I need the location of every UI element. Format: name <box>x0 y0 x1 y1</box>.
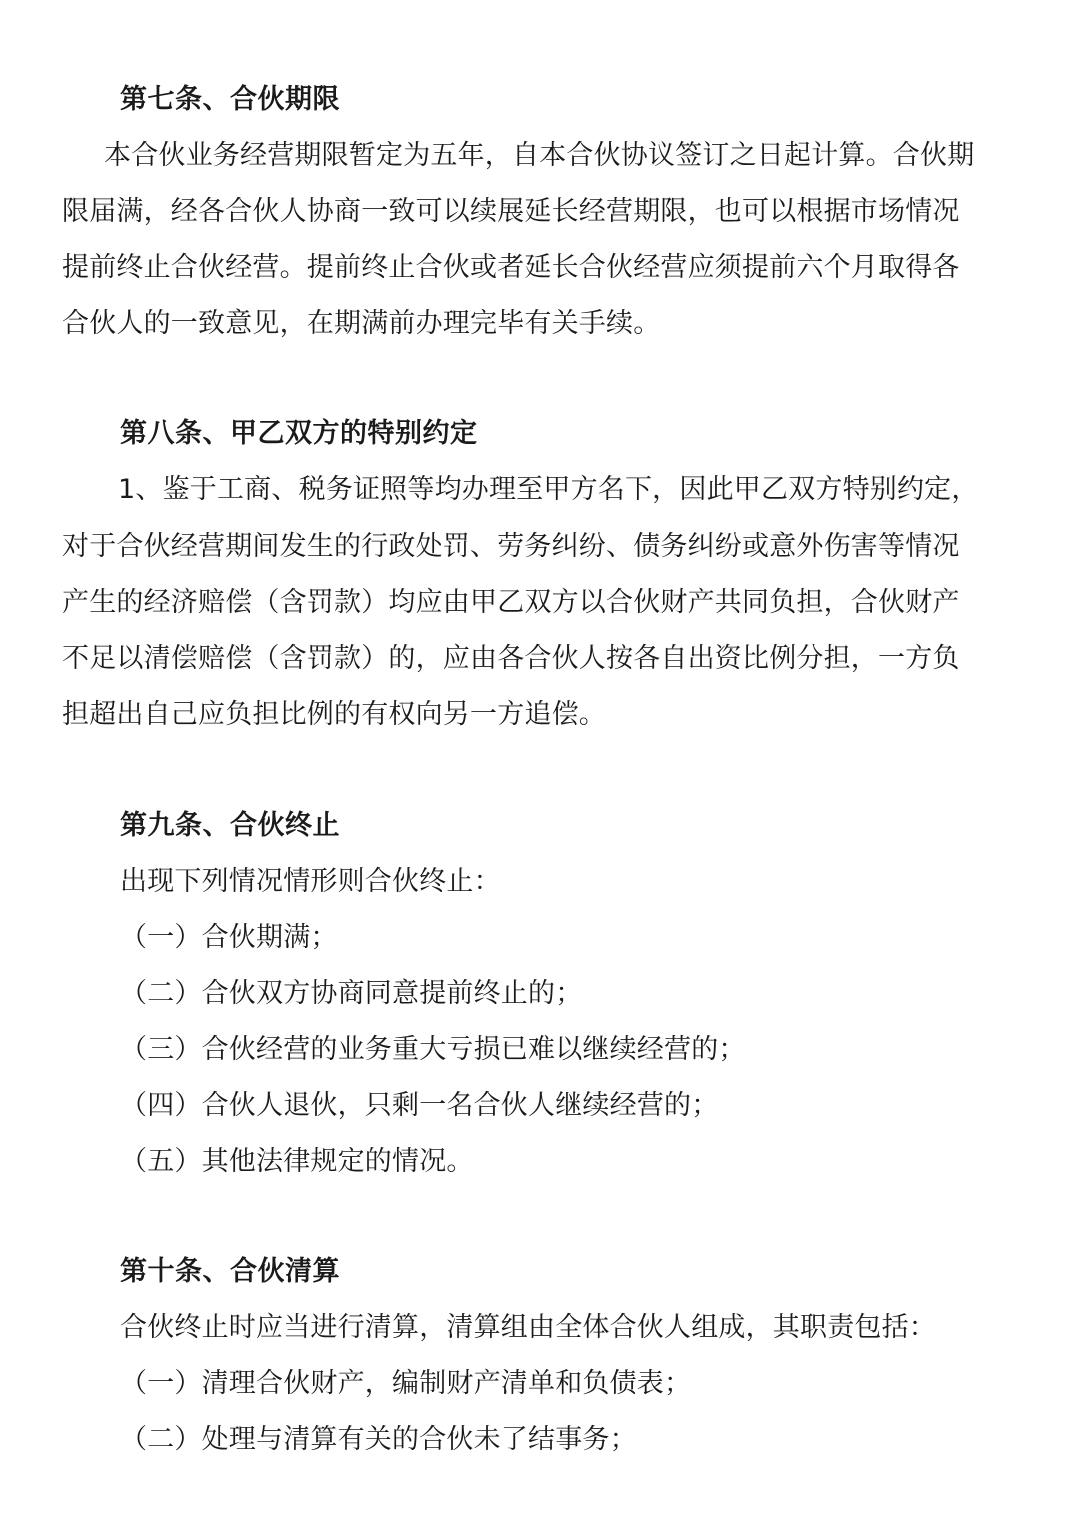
section-7-line-1: 本合伙业务经营期限暂定为五年，自本合伙协议签订之日起计算。合伙期 <box>104 140 975 171</box>
section-7-line-2: 限届满，经各合伙人协商一致可以续展延长经营期限，也可以根据市场情况 <box>62 196 960 227</box>
section-8-heading: 第八条、甲乙双方的特别约定 <box>120 418 478 449</box>
section-8-line-1: 1、鉴于工商、税务证照等均办理至甲方名下，因此甲乙双方特别约定， <box>118 474 979 505</box>
section-8-line-4: 不足以清偿赔偿（含罚款）的，应由各合伙人按各自出资比例分担，一方负 <box>62 643 960 674</box>
section-10-intro: 合伙终止时应当进行清算，清算组由全体合伙人组成，其职责包括： <box>120 1312 936 1343</box>
section-9-item-2: （二）合伙双方协商同意提前终止的； <box>120 978 583 1009</box>
section-9-heading: 第九条、合伙终止 <box>120 810 340 841</box>
section-7-line-4: 合伙人的一致意见，在期满前办理完毕有关手续。 <box>62 308 661 339</box>
section-9-item-5: （五）其他法律规定的情况。 <box>120 1146 474 1177</box>
section-9-item-1: （一）合伙期满； <box>120 922 338 953</box>
section-7-heading: 第七条、合伙期限 <box>120 84 340 115</box>
section-10-item-2: （二）处理与清算有关的合伙未了结事务； <box>120 1424 637 1455</box>
section-8-line-2: 对于合伙经营期间发生的行政处罚、劳务纠纷、债务纠纷或意外伤害等情况 <box>62 531 960 562</box>
section-9-item-3: （三）合伙经营的业务重大亏损已难以继续经营的； <box>120 1034 746 1065</box>
section-8-line-5: 担超出自己应负担比例的有权向另一方追偿。 <box>62 699 606 730</box>
section-7-line-3: 提前终止合伙经营。提前终止合伙或者延长合伙经营应须提前六个月取得各 <box>62 252 960 283</box>
section-9-intro: 出现下列情况情形则合伙终止： <box>120 866 501 897</box>
section-10-heading: 第十条、合伙清算 <box>120 1256 340 1287</box>
section-10-item-1: （一）清理合伙财产，编制财产清单和负债表； <box>120 1368 692 1399</box>
section-8-line-3: 产生的经济赔偿（含罚款）均应由甲乙双方以合伙财产共同负担，合伙财产 <box>62 587 960 618</box>
section-9-item-4: （四）合伙人退伙，只剩一名合伙人继续经营的； <box>120 1090 719 1121</box>
